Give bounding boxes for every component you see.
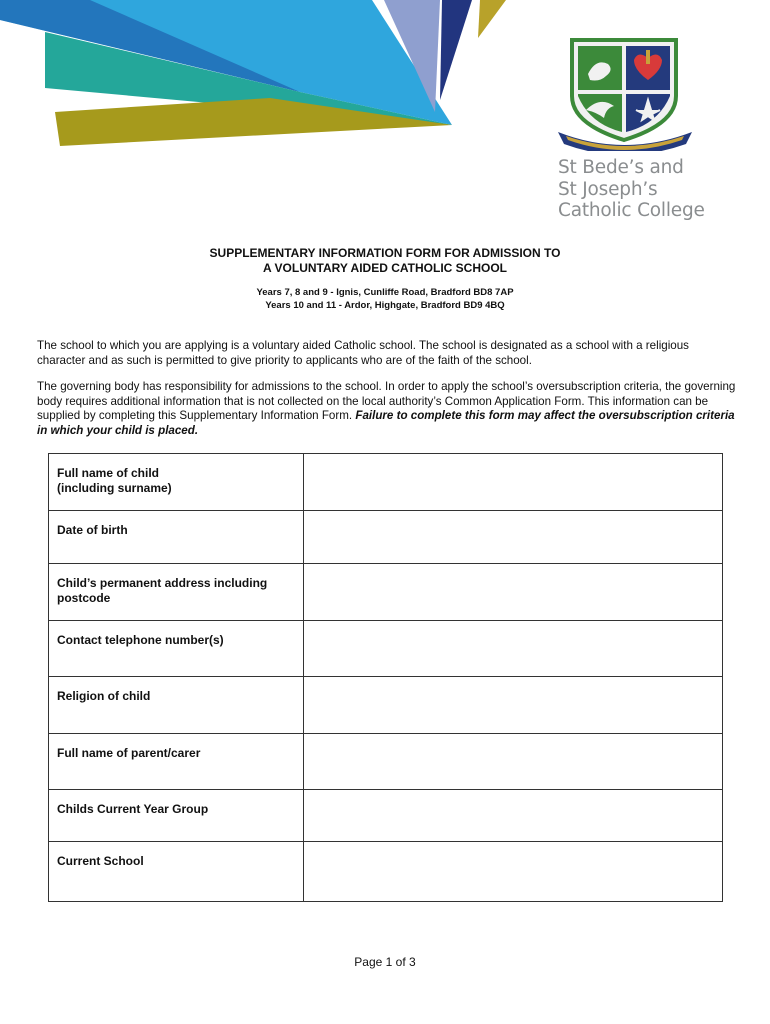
form-row [49, 677, 723, 734]
field-label-line: (including surname) [57, 481, 172, 495]
child-full-name-field[interactable] [304, 454, 723, 511]
field-label-line: Date of birth [57, 523, 128, 537]
banner-shard-gold [478, 0, 506, 38]
school-crest-logo [556, 36, 696, 151]
warning-emphasis-text: Failure to complete this form may affect the oversubscription criteria in which your child is placed. [37, 409, 735, 437]
religion-field[interactable] [304, 677, 723, 734]
field-label-line: Full name of parent/carer [57, 746, 201, 760]
banner-shard-navy [440, 0, 472, 100]
field-label [49, 790, 304, 842]
header-banner-graphic [0, 0, 560, 150]
form-row [49, 511, 723, 564]
field-label [49, 734, 304, 790]
college-name-line: St Joseph’s [558, 178, 658, 200]
site-addresses [0, 286, 770, 312]
intro-paragraph: The school to which you are applying is a voluntary aided Catholic school. The school is designated as a school with a religious character and as such is permitted to give priority to applicants who are of the faith of the school. [37, 339, 689, 367]
field-label [49, 454, 304, 511]
form-row [49, 564, 723, 621]
form-row [49, 734, 723, 790]
form-row [49, 621, 723, 677]
field-label [49, 621, 304, 677]
governing-body-text: The governing body has responsibility for admissions to the school. In order to apply the school’s oversubscription criteria, the governing body requires additional information that is not collected on the local authority’s Common Application Form. This information can be supplied by completing this Supplementary Information Form. [37, 380, 736, 423]
form-row [49, 842, 723, 902]
telephone-field[interactable] [304, 621, 723, 677]
form-row [49, 790, 723, 842]
field-label [49, 677, 304, 734]
address-line: Years 10 and 11 - Ardor, Highgate, Bradford BD9 4BQ [265, 300, 505, 311]
address-field[interactable] [304, 564, 723, 621]
field-label-line: Child’s permanent address including [57, 576, 268, 590]
date-of-birth-field[interactable] [304, 511, 723, 564]
college-name-line: St Bede’s and [558, 157, 684, 178]
form-row [49, 454, 723, 511]
college-name-line: Catholic College [558, 200, 705, 221]
form-title [0, 246, 770, 276]
form-title-line: A VOLUNTARY AIDED CATHOLIC SCHOOL [263, 261, 507, 275]
form-title-line: SUPPLEMENTARY INFORMATION FORM FOR ADMISSION TO [209, 246, 561, 260]
field-label-line: Full name of child [57, 466, 160, 480]
governing-body-paragraph [37, 380, 737, 438]
field-label [49, 511, 304, 564]
field-label-line: Religion of child [57, 689, 151, 703]
field-label-line: Contact telephone number(s) [57, 633, 224, 647]
field-label-line: Current School [57, 854, 144, 868]
year-group-field[interactable] [304, 790, 723, 842]
application-form-table [48, 453, 723, 902]
current-school-field[interactable] [304, 842, 723, 902]
field-label-line: postcode [57, 591, 111, 605]
field-label-line: Childs Current Year Group [57, 802, 209, 816]
college-name [558, 157, 758, 222]
parent-name-field[interactable] [304, 734, 723, 790]
address-line: Years 7, 8 and 9 - Ignis, Cunliffe Road, Bradford BD8 7AP [256, 287, 514, 298]
page-number: Page 1 of 3 [354, 955, 416, 969]
crest-cross-icon [646, 50, 650, 64]
field-label [49, 564, 304, 621]
field-label [49, 842, 304, 902]
